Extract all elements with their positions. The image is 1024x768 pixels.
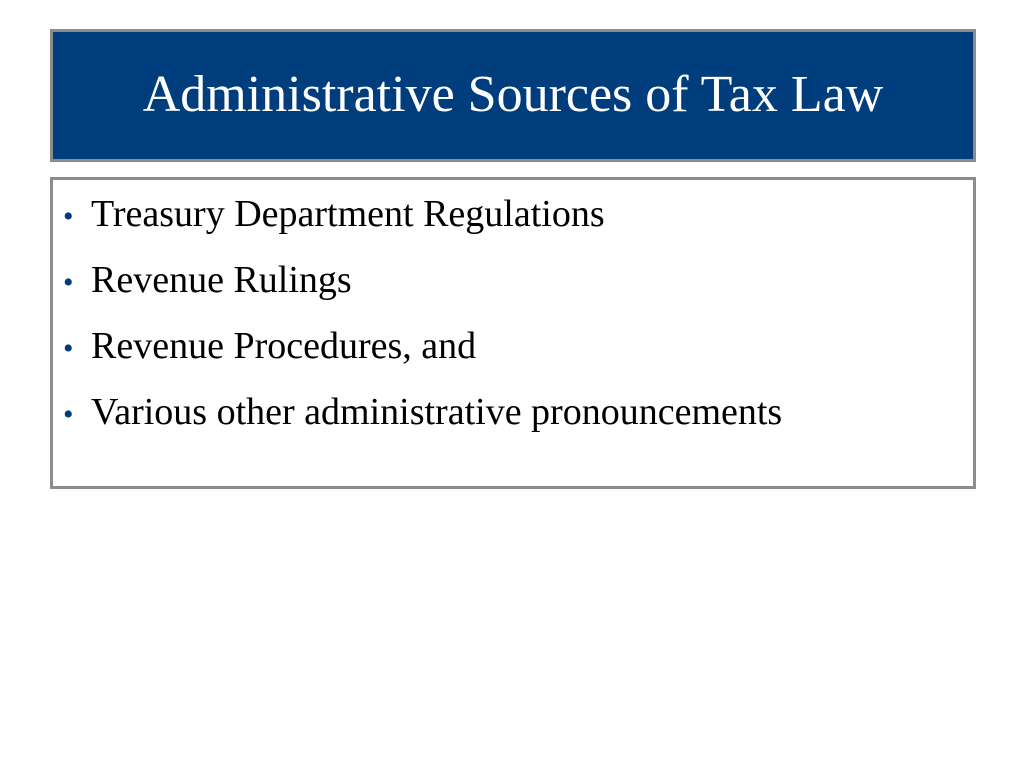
bullet-label: Revenue Rulings [91, 259, 352, 301]
bullet-point-icon: • [63, 266, 74, 299]
bullet-item [53, 192, 973, 258]
bullet-list [53, 192, 973, 456]
content-box [50, 177, 976, 489]
bullet-label: Treasury Department Regulations [91, 193, 605, 235]
bullet-item [53, 324, 973, 390]
bullet-point-icon: • [63, 200, 74, 233]
bullet-point-icon: • [63, 332, 74, 365]
bullet-item [53, 258, 973, 324]
title-banner [50, 29, 976, 162]
slide-title: Administrative Sources of Tax Law [142, 65, 884, 123]
bullet-label: Revenue Procedures, and [91, 325, 477, 367]
bullet-label: Various other administrative pronouncements [91, 391, 783, 433]
bullet-item [53, 390, 973, 456]
bullet-point-icon: • [63, 398, 74, 431]
